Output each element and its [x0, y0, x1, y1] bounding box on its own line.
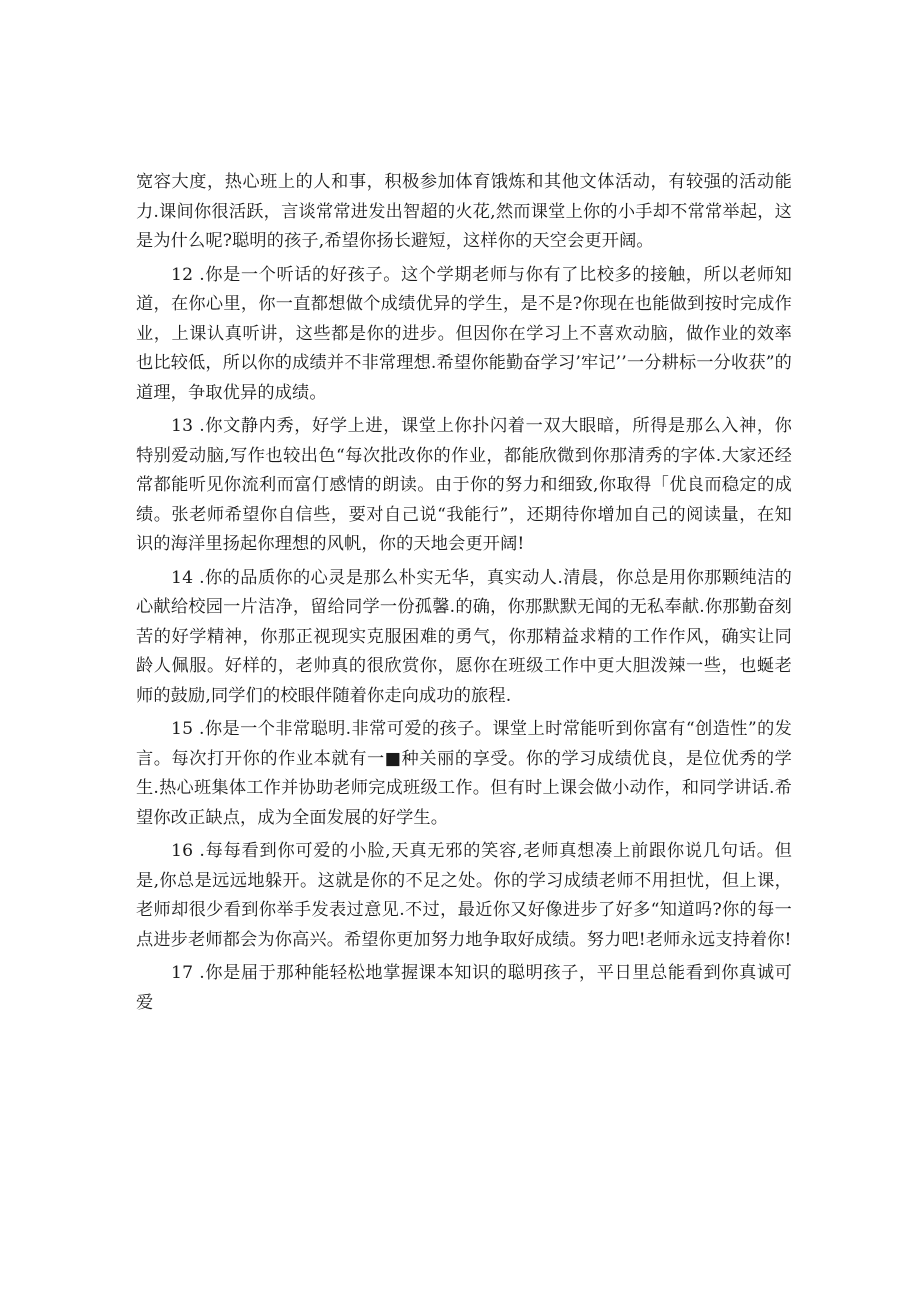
paragraph-12: 12 .你是一个听话的好孩子。这个学期老师与你有了比校多的接触，所以老师知道，在你心里，你一直都想做个成绩优异的学生，是不是?你现在也能做到按时完成作业，上课认真听讲，这些都是你的进步。但因你在学习上不喜欢动脑，做作业的效率也比较低，所以你的成绩并不非常理想.希望你能勤奋学习’牢记’’一分耕标一分收获”的道理，争取优异的成绩。 — [136, 264, 792, 403]
document-body — [136, 168, 792, 1022]
paragraph-15: 15 .你是一个非常聪明.非常可爱的孩子。课堂上时常能听到你富有“创造性”的发言。每次打开你的作业本就有一■种关丽的享受。你的学习成绩优良，是位优秀的学生.热心班集体工作并协助老师完成班级工作。但有时上课会做小动作，和同学讲话.希望你改正缺点，成为全面发展的好学生。 — [136, 719, 792, 828]
paragraph-16: 16 .每每看到你可爱的小脸,天真无邪的笑容,老师真想凑上前跟你说几句话。但是,你总是远远地躲开。这就是你的不足之处。你的学习成绩老师不用担忧，但上课，老师却很少看到你举手发表过意见.不过，最近你又好像进步了好多“知道吗?你的每一点进步老师都会为你高兴。希望你更加努力地争取好成绩。努力吧!老师永远支持着你! — [136, 841, 792, 950]
paragraph-14: 14 .你的品质你的心灵是那么朴实无华，真实动人.清晨，你总是用你那颗纯洁的心献给校园一片洁净，留给同学一份孤馨.的确，你那默默无闻的无私奉献.你那勤奋刻苦的好学精神，你那正视现实克服困难的勇气，你那精益求精的工作作风，确实让同龄人佩服。好样的，老帅真的很欣赏你，愿你在班级工作中更大胆泼辣一些，也蜒老师的鼓励,同学们的校眼伴随着你走向成功的旅程. — [136, 567, 792, 706]
paragraph-17: 17 .你是届于那种能轻松地掌握课本知识的聪明孩子，平日里总能看到你真诚可爱 — [136, 963, 792, 1013]
paragraph-13: 13 .你文静内秀，好学上进，课堂上你扑闪着一双大眼暗，所得是那么入神，你特别爱动脑,写作也较出色“每次批改你的作业，都能欣微到你那清秀的字体.大家还经常都能听见你流利而富仃感情的朗读。由于你的努力和细致,你取得「优良而稳定的成绩。张老师希望你自信些，要对自己说“我能行”，还期待你增加自己的阅读量，在知识的海洋里扬起你理想的风帆，你的天地会更开阔! — [136, 416, 792, 554]
paragraph-11-continued: 宽容大度，热心班上的人和事，积极参加体育饿炼和其他文体活动，有较强的活动能力.课间你很活跃，言谈常常进发出智超的火花,然而课堂上你的小手却不常常举起，这是为什么呢?聪明的孩子,希望你扬长避短，这样你的天空会更开阔。 — [136, 172, 792, 251]
